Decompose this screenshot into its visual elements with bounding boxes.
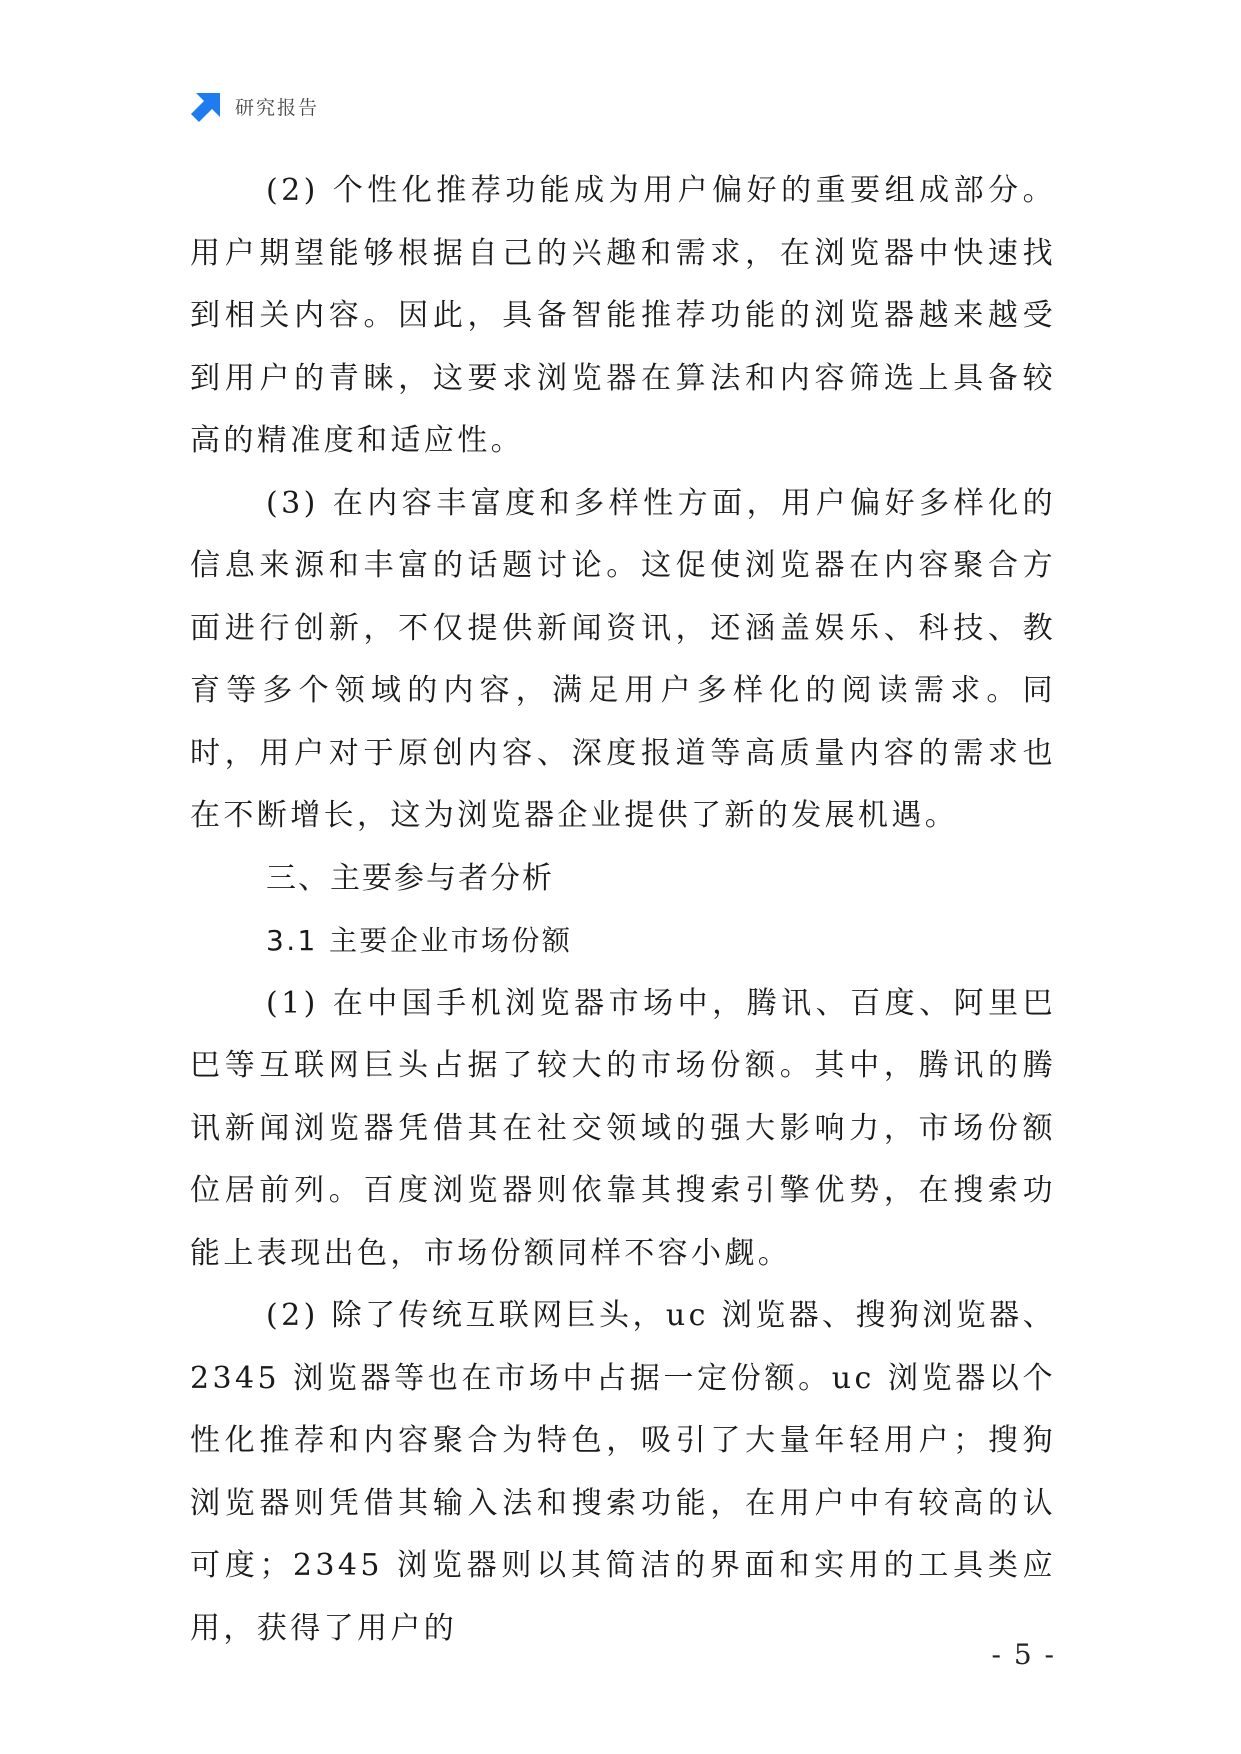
paragraph-personalized-recommendation: (2) 个性化推荐功能成为用户偏好的重要组成部分。用户期望能够根据自己的兴趣和需求，在浏览器中快速找到相关内容。因此，具备智能推荐功能的浏览器越来越受到用户的青睐，这要求浏览器在算法和内容筛选上具备较高的精准度和适应性。 <box>190 173 1056 458</box>
paragraph-content-diversity: (3) 在内容丰富度和多样性方面，用户偏好多样化的信息来源和丰富的话题讨论。这促使浏览器在内容聚合方面进行创新，不仅提供新闻资讯，还涵盖娱乐、科技、教育等多个领域的内容，满足用户多样化的阅读需求。同时，用户对于原创内容、深度报道等高质量内容的需求也在不断增长，这为浏览器企业提供了新的发展机遇。 <box>190 485 1056 833</box>
paragraph-major-players: (1) 在中国手机浏览器市场中，腾讯、百度、阿里巴巴等互联网巨头占据了较大的市场份额。其中，腾讯的腾讯新闻浏览器凭借其在社交领域的强大影响力，市场份额位居前列。百度浏览器则依靠其搜索引擎优势，在搜索功能上表现出色，市场份额同样不容小觑。 <box>190 985 1056 1271</box>
subsection-heading: 3.1 主要企业市场份额 <box>266 924 573 957</box>
section-heading: 三、主要参与者分析 <box>266 860 554 896</box>
paragraph-other-browsers: (2) 除了传统互联网巨头，uc 浏览器、搜狗浏览器、2345 浏览器等也在市场中占据一定份额。uc 浏览器以个性化推荐和内容聚合为特色，吸引了大量年轻用户；搜狗浏览器则凭借其输入法和搜索功能，在用户中有较高的认可度；2345 浏览器则以其简洁的界面和实用的工具类应用，获得了用户的 <box>190 1298 1056 1646</box>
page-number: - 5 - <box>991 1638 1056 1671</box>
document-body <box>190 160 1056 1660</box>
header-title: 研究报告 <box>235 96 320 119</box>
report-header <box>190 88 319 124</box>
arrow-up-right-icon <box>190 90 223 123</box>
